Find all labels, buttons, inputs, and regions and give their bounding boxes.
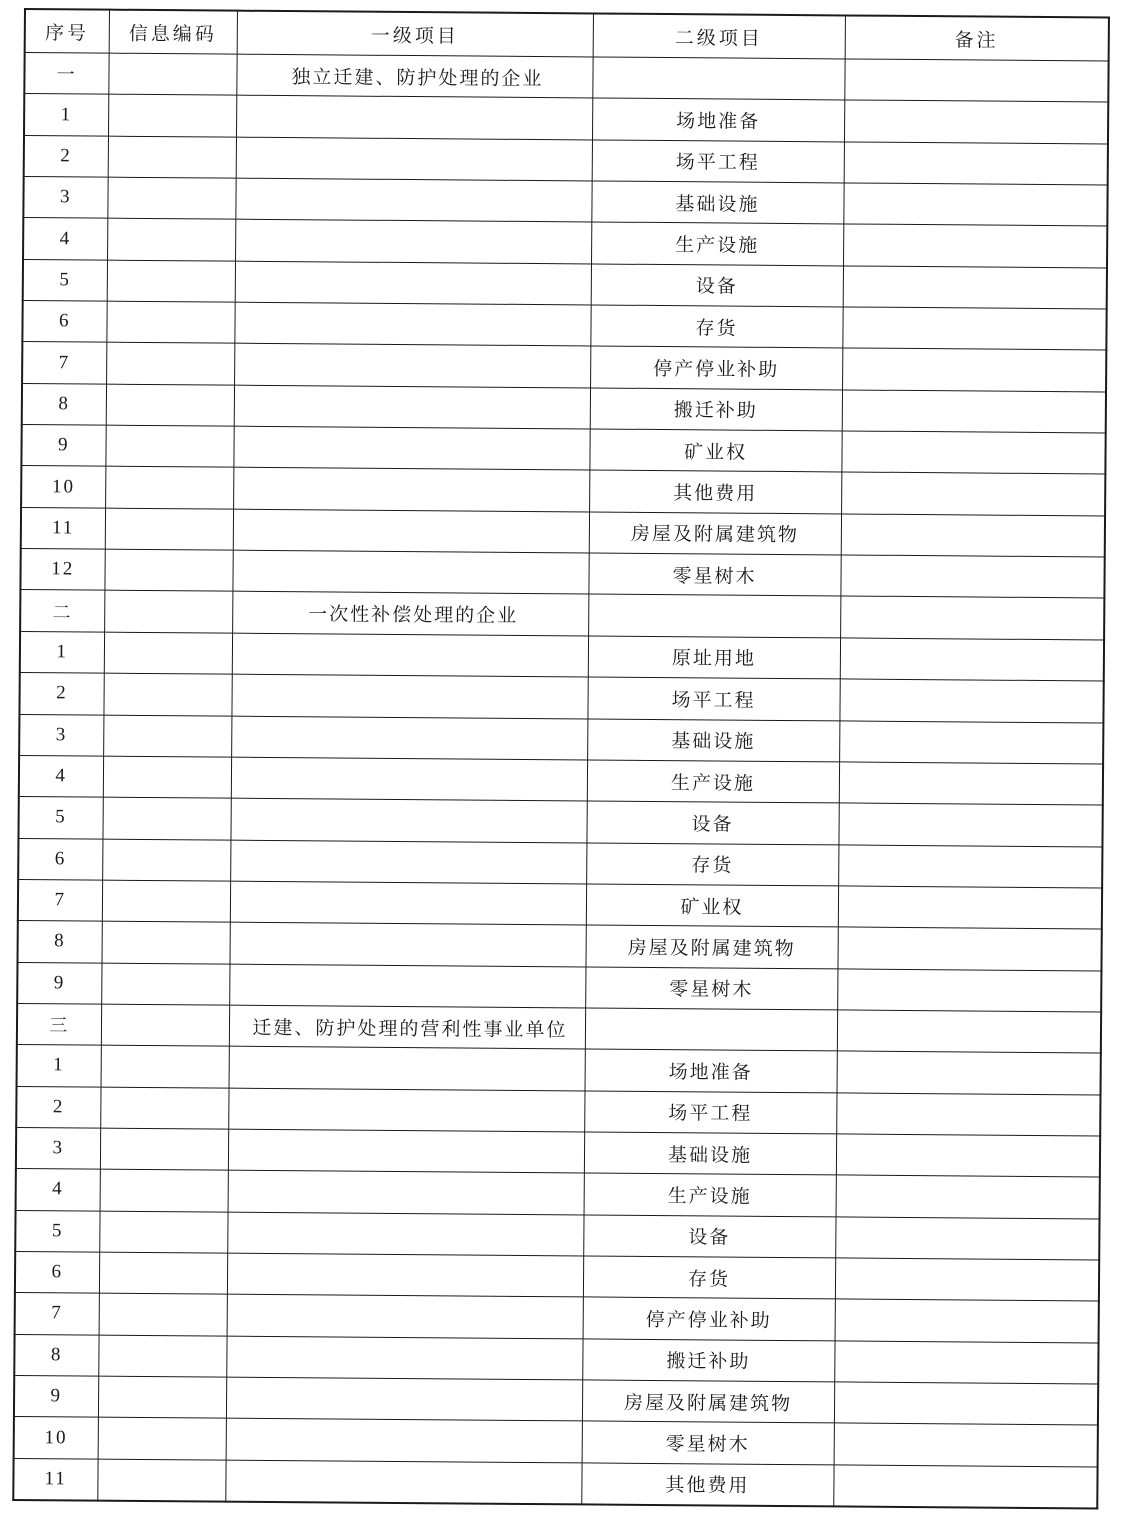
item-name: 零星树木 xyxy=(582,1421,834,1464)
item-seq: 3 xyxy=(23,177,107,219)
remark-cell xyxy=(841,431,1105,474)
item-seq: 9 xyxy=(21,425,105,467)
item-name: 矿业权 xyxy=(586,884,838,927)
remark-cell xyxy=(835,1258,1099,1301)
info-code-cell xyxy=(100,1087,228,1129)
header-code: 信息编码 xyxy=(109,10,237,55)
item-name: 基础设施 xyxy=(584,1132,836,1175)
item-name: 场地准备 xyxy=(592,98,844,141)
item-name: 零星树木 xyxy=(585,967,837,1010)
info-code-cell xyxy=(108,95,236,137)
level1-cell xyxy=(226,1377,582,1421)
item-seq: 4 xyxy=(19,755,103,797)
info-code-cell xyxy=(104,549,232,591)
info-code-cell xyxy=(99,1252,227,1294)
item-name: 其他费用 xyxy=(581,1463,833,1507)
level1-cell xyxy=(228,1129,584,1173)
info-code-cell xyxy=(105,508,233,550)
level1-cell xyxy=(231,716,587,760)
remark-cell xyxy=(836,1134,1100,1177)
item-seq: 11 xyxy=(13,1458,97,1501)
item-seq: 5 xyxy=(23,259,107,301)
item-seq: 8 xyxy=(22,383,106,425)
info-code-cell xyxy=(106,301,234,343)
item-name: 搬迁补助 xyxy=(582,1339,834,1382)
item-seq: 8 xyxy=(14,1334,98,1376)
header-seq: 序号 xyxy=(25,9,109,53)
remark-cell xyxy=(840,555,1104,598)
header-level2: 二级项目 xyxy=(593,13,845,58)
section-seq: 三 xyxy=(17,1003,101,1045)
section-title: 迁建、防护处理的营利性事业单位 xyxy=(229,1005,585,1049)
level1-cell xyxy=(227,1212,583,1256)
info-code-cell xyxy=(105,467,233,509)
info-code-cell xyxy=(105,425,233,467)
level1-cell xyxy=(234,344,590,388)
item-seq: 6 xyxy=(22,301,106,343)
level1-cell xyxy=(228,1088,584,1132)
item-name: 原址用地 xyxy=(588,636,840,679)
info-code-cell xyxy=(103,756,231,798)
level1-cell xyxy=(235,220,591,264)
info-code-cell xyxy=(107,260,235,302)
item-name: 停产停业补助 xyxy=(583,1297,835,1340)
level2-cell xyxy=(592,57,844,100)
item-seq: 4 xyxy=(23,218,107,260)
remark-cell xyxy=(837,1010,1101,1053)
item-seq: 1 xyxy=(20,631,104,673)
remark-cell xyxy=(837,927,1101,970)
level1-cell xyxy=(230,798,586,842)
item-seq: 2 xyxy=(16,1086,100,1128)
info-code-cell xyxy=(97,1459,225,1502)
remark-cell xyxy=(834,1341,1098,1384)
level1-cell xyxy=(229,1046,585,1090)
level1-cell xyxy=(226,1336,582,1380)
item-seq: 8 xyxy=(18,921,102,963)
level1-cell xyxy=(227,1253,583,1297)
item-seq: 12 xyxy=(20,549,104,591)
remark-cell xyxy=(842,390,1106,433)
remark-cell xyxy=(839,679,1103,722)
section-seq: 一 xyxy=(24,53,108,95)
remark-cell xyxy=(841,514,1105,557)
item-seq: 9 xyxy=(14,1375,98,1417)
remark-cell xyxy=(844,142,1108,185)
item-name: 生产设施 xyxy=(587,760,839,803)
remark-cell xyxy=(840,596,1104,639)
item-seq: 3 xyxy=(16,1127,100,1169)
item-seq: 9 xyxy=(17,962,101,1004)
info-code-cell xyxy=(98,1335,226,1377)
remark-cell xyxy=(835,1299,1099,1342)
info-code-cell xyxy=(107,219,235,261)
remark-cell xyxy=(833,1465,1097,1509)
level1-cell xyxy=(225,1460,581,1505)
level2-cell xyxy=(585,1008,837,1051)
section-seq: 二 xyxy=(20,590,104,632)
info-code-cell xyxy=(102,797,230,839)
level1-cell xyxy=(234,302,590,346)
level2-cell xyxy=(588,594,840,637)
remark-cell xyxy=(836,1093,1100,1136)
item-name: 搬迁补助 xyxy=(590,388,842,431)
remark-cell xyxy=(834,1423,1098,1466)
item-name: 零星树木 xyxy=(588,553,840,596)
item-seq: 7 xyxy=(18,879,102,921)
info-code-cell xyxy=(108,136,236,178)
info-code-cell xyxy=(98,1376,226,1418)
info-code-cell xyxy=(108,53,236,95)
level1-cell xyxy=(232,550,588,594)
level1-cell xyxy=(232,633,588,677)
table-row xyxy=(13,1458,1097,1508)
level1-cell xyxy=(235,261,591,305)
info-code-cell xyxy=(106,343,234,385)
item-name: 基础设施 xyxy=(591,181,843,224)
remark-cell xyxy=(840,638,1104,681)
remark-cell xyxy=(837,1051,1101,1094)
remark-cell xyxy=(837,968,1101,1011)
item-seq: 1 xyxy=(17,1045,101,1087)
info-code-cell xyxy=(99,1293,227,1335)
item-name: 场平工程 xyxy=(587,677,839,720)
level1-cell xyxy=(234,385,590,429)
info-code-cell xyxy=(107,177,235,219)
item-name: 生产设施 xyxy=(591,222,843,265)
item-seq: 2 xyxy=(19,673,103,715)
info-code-cell xyxy=(102,880,230,922)
document-page xyxy=(12,8,1108,1509)
info-code-cell xyxy=(98,1417,226,1459)
info-code-cell xyxy=(100,1169,228,1211)
info-code-cell xyxy=(106,384,234,426)
info-code-cell xyxy=(101,963,229,1005)
info-code-cell xyxy=(101,1045,229,1087)
level1-cell xyxy=(228,1170,584,1214)
level1-cell xyxy=(230,840,586,884)
item-seq: 6 xyxy=(15,1251,99,1293)
level1-cell xyxy=(231,757,587,801)
level1-cell xyxy=(227,1294,583,1338)
item-name: 场平工程 xyxy=(592,140,844,183)
remark-cell xyxy=(838,886,1102,929)
level1-cell xyxy=(233,468,589,512)
info-code-cell xyxy=(104,632,232,674)
item-name: 房屋及附属建筑物 xyxy=(589,512,841,555)
item-name: 存货 xyxy=(586,842,838,885)
info-code-cell xyxy=(103,715,231,757)
item-seq: 10 xyxy=(14,1417,98,1459)
level1-cell xyxy=(235,178,591,222)
info-code-cell xyxy=(102,921,230,963)
level1-cell xyxy=(226,1418,582,1462)
item-name: 设备 xyxy=(591,264,843,307)
header-remark: 备注 xyxy=(845,15,1109,61)
level1-cell xyxy=(230,881,586,925)
item-name: 存货 xyxy=(583,1256,835,1299)
remark-cell xyxy=(842,307,1106,350)
info-code-cell xyxy=(99,1211,227,1253)
level1-cell xyxy=(229,964,585,1008)
item-name: 其他费用 xyxy=(589,470,841,513)
remark-cell xyxy=(843,266,1107,309)
item-name: 生产设施 xyxy=(584,1173,836,1216)
item-name: 场地准备 xyxy=(585,1049,837,1092)
remark-cell xyxy=(841,472,1105,515)
item-name: 场平工程 xyxy=(584,1091,836,1134)
remark-cell xyxy=(844,100,1108,143)
remark-cell xyxy=(835,1217,1099,1260)
section-title: 一次性补偿处理的企业 xyxy=(232,592,588,636)
remark-cell xyxy=(834,1382,1098,1425)
level1-cell xyxy=(230,922,586,966)
remark-cell xyxy=(839,720,1103,763)
remark-cell xyxy=(838,803,1102,846)
remark-cell xyxy=(838,844,1102,887)
remark-cell xyxy=(843,183,1107,226)
item-seq: 5 xyxy=(18,797,102,839)
item-seq: 11 xyxy=(21,507,105,549)
item-seq: 5 xyxy=(15,1210,99,1252)
info-code-cell xyxy=(104,591,232,633)
item-name: 设备 xyxy=(583,1215,835,1258)
remark-cell xyxy=(844,59,1108,102)
header-level1: 一级项目 xyxy=(237,11,593,57)
item-seq: 1 xyxy=(24,94,108,136)
level1-cell xyxy=(236,96,592,140)
item-seq: 4 xyxy=(16,1169,100,1211)
section-title: 独立迁建、防护处理的企业 xyxy=(236,54,592,98)
remark-cell xyxy=(842,348,1106,391)
item-seq: 2 xyxy=(24,135,108,177)
item-seq: 3 xyxy=(19,714,103,756)
info-code-cell xyxy=(100,1128,228,1170)
item-code-table xyxy=(12,8,1110,1510)
info-code-cell xyxy=(102,839,230,881)
item-seq: 10 xyxy=(21,466,105,508)
item-seq: 7 xyxy=(22,342,106,384)
level1-cell xyxy=(233,426,589,470)
level1-cell xyxy=(233,509,589,553)
level1-cell xyxy=(231,674,587,718)
table-body xyxy=(13,53,1108,1509)
remark-cell xyxy=(836,1175,1100,1218)
item-seq: 6 xyxy=(18,838,102,880)
item-name: 矿业权 xyxy=(589,429,841,472)
item-name: 房屋及附属建筑物 xyxy=(585,925,837,968)
item-name: 基础设施 xyxy=(587,718,839,761)
info-code-cell xyxy=(103,673,231,715)
remark-cell xyxy=(843,224,1107,267)
item-name: 存货 xyxy=(590,305,842,348)
item-name: 设备 xyxy=(586,801,838,844)
level1-cell xyxy=(236,137,592,181)
item-name: 房屋及附属建筑物 xyxy=(582,1380,834,1423)
info-code-cell xyxy=(101,1004,229,1046)
remark-cell xyxy=(839,762,1103,805)
item-name: 停产停业补助 xyxy=(590,346,842,389)
item-seq: 7 xyxy=(15,1293,99,1335)
